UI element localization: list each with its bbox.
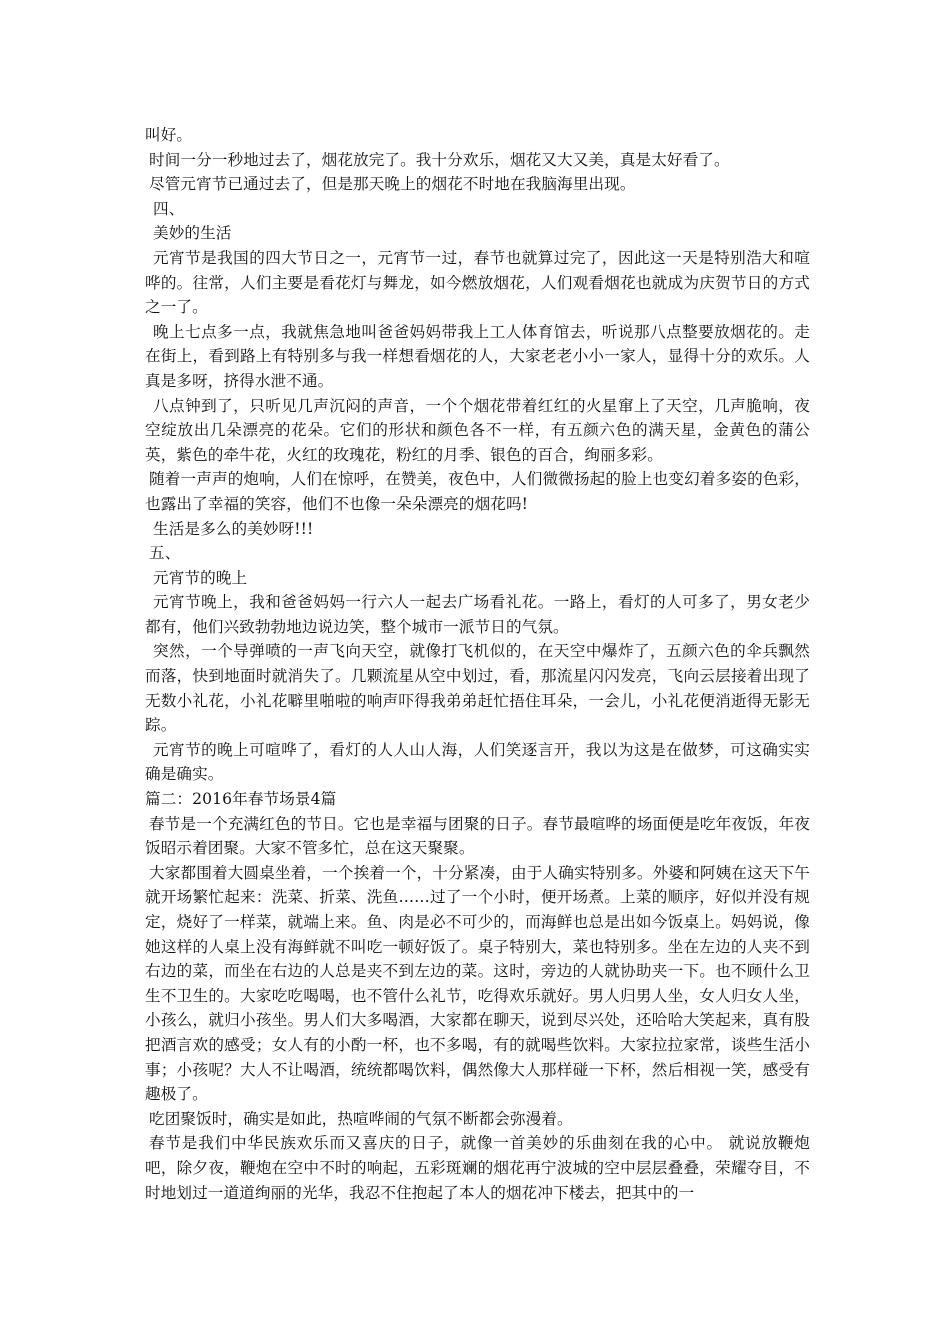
section-number: 五、	[149, 544, 181, 563]
paragraph: 春节是一个充满红色的节日。它也是幸福与团聚的日子。春节最喧哗的场面便是吃年夜饭，年夜饭昭示着团聚。大家不管多忙，总在这天聚聚。	[145, 814, 810, 858]
paragraph: 突然，一个导弹喷的一声飞向天空，就像打飞机似的，在天空中爆炸了，五颜六色的伞兵飘然而落，快到地面时就消失了。几颗流星从空中划过，看，那流星闪闪发亮，飞向云层接着出现了无数小礼花，小礼花噼里啪啦的响声吓得我弟弟赶忙捂住耳朵，一会儿，小礼花便消逝得无影无踪。	[145, 642, 810, 735]
paragraph: 叫好。	[145, 126, 193, 144]
paragraph: 大家都围着大圆桌坐着，一个挨着一个，十分紧凑，由于人确实特别多。外婆和阿姨在这天下午就开场繁忙起来：洗菜、折菜、洗鱼……过了一个小时，便开场煮。上菜的顺序，好似并没有规定，烧好了一样菜，就端上来。鱼、肉是必不可少的，而海鲜也总是出如今饭桌上。妈妈说，像她这样的人桌上没有海鲜就不叫吃一顿好饭了。桌子特别大，菜也特别多。坐在左边的人夹不到右边的菜，而坐在右边的人总是夹不到左边的菜。这时，旁边的人就协助夹一下。也不顾什么卫生不卫生的。大家吃吃喝喝，也不管什么礼节，吃得欢乐就好。男人归男人坐，女人归女人坐，小孩么，就归小孩坐。男人们大多喝酒，大家都在聊天，说到尽兴处，还哈哈大笑起来，真有股把酒言欢的感受；女人有的小酌一杯，也不多喝，有的就喝些饮料。大家拉拉家常，谈些生活小事；小孩呢？大人不让喝酒，统统都喝饮料，偶然像大人那样碰一下杯，然后相视一笑，感受有趣极了。	[145, 863, 810, 1104]
paragraph: 晚上七点多一点，我就焦急地叫爸爸妈妈带我上工人体育馆去，听说那八点整要放烟花的。走在街上，看到路上有特别多与我一样想看烟花的人，大家老老小小一家人，显得十分的欢乐。人真是多呀，挤得水泄不通。	[145, 322, 810, 390]
paragraph: 生活是多么的美妙呀!!!	[153, 519, 314, 538]
paragraph: 元宵节的晚上可喧哗了，看灯的人人山人海，人们笑逐言开，我以为这是在做梦，可这确实实确是确实。	[145, 740, 810, 784]
paragraph: 元宵节晚上，我和爸爸妈妈一行六人一起去广场看礼花。一路上，看灯的人可多了，男女老少都有，他们兴致勃勃地边说边笑，整个城市一派节日的气氛。	[145, 593, 810, 636]
document-body	[145, 123, 810, 1205]
section-title: 美妙的生活	[153, 224, 232, 243]
section-title: 元宵节的晚上	[153, 568, 248, 587]
paragraph: 随着一声声的炮响，人们在惊呼，在赞美，夜色中，人们微微扬起的脸上也变幻着多姿的色彩，也露出了幸福的笑容，他们不也像一朵朵漂亮的烟花吗!	[145, 470, 810, 513]
paragraph: 元宵节是我国的四大节日之一，元宵节一过，春节也就算过完了，因此这一天是特别浩大和喧哗的。往常，人们主要是看花灯与舞龙，如今燃放烟花，人们观看烟花也就成为庆贺节日的方式之一了。	[145, 248, 810, 317]
section-number: 四、	[153, 199, 185, 218]
chapter-heading: 篇二：2016年春节场景4篇	[145, 790, 337, 809]
paragraph: 尽管元宵节已通过去了，但是那天晚上的烟花不时地在我脑海里出现。	[149, 175, 636, 194]
paragraph: 吃团聚饭时，确实是如此，热喧哗闹的气氛不断都会弥漫着。	[149, 1109, 573, 1128]
paragraph: 时间一分一秒地过去了，烟花放完了。我十分欢乐，烟花又大又美，真是太好看了。	[149, 150, 730, 169]
paragraph: 春节是我们中华民族欢乐而又喜庆的日子，就像一首美妙的乐曲刻在我的心中。 就说放鞭炮吧，除夕夜，鞭炮在空中不时的响起，五彩斑斓的烟花再宁波城的空中层层叠叠，荣耀夺目，不时地划过一道道绚丽的光华，我忍不住抱起了本人的烟花冲下楼去，把其中的一	[145, 1134, 810, 1202]
paragraph: 八点钟到了，只听见几声沉闷的声音，一个个烟花带着红红的火星窜上了天空，几声脆响，夜空绽放出几朵漂亮的花朵。它们的形状和颜色各不一样，有五颜六色的满天星，金黄色的蒲公英，紫色的牵牛花，火红的玫瑰花，粉红的月季、银色的百合，绚丽多彩。	[145, 396, 810, 464]
